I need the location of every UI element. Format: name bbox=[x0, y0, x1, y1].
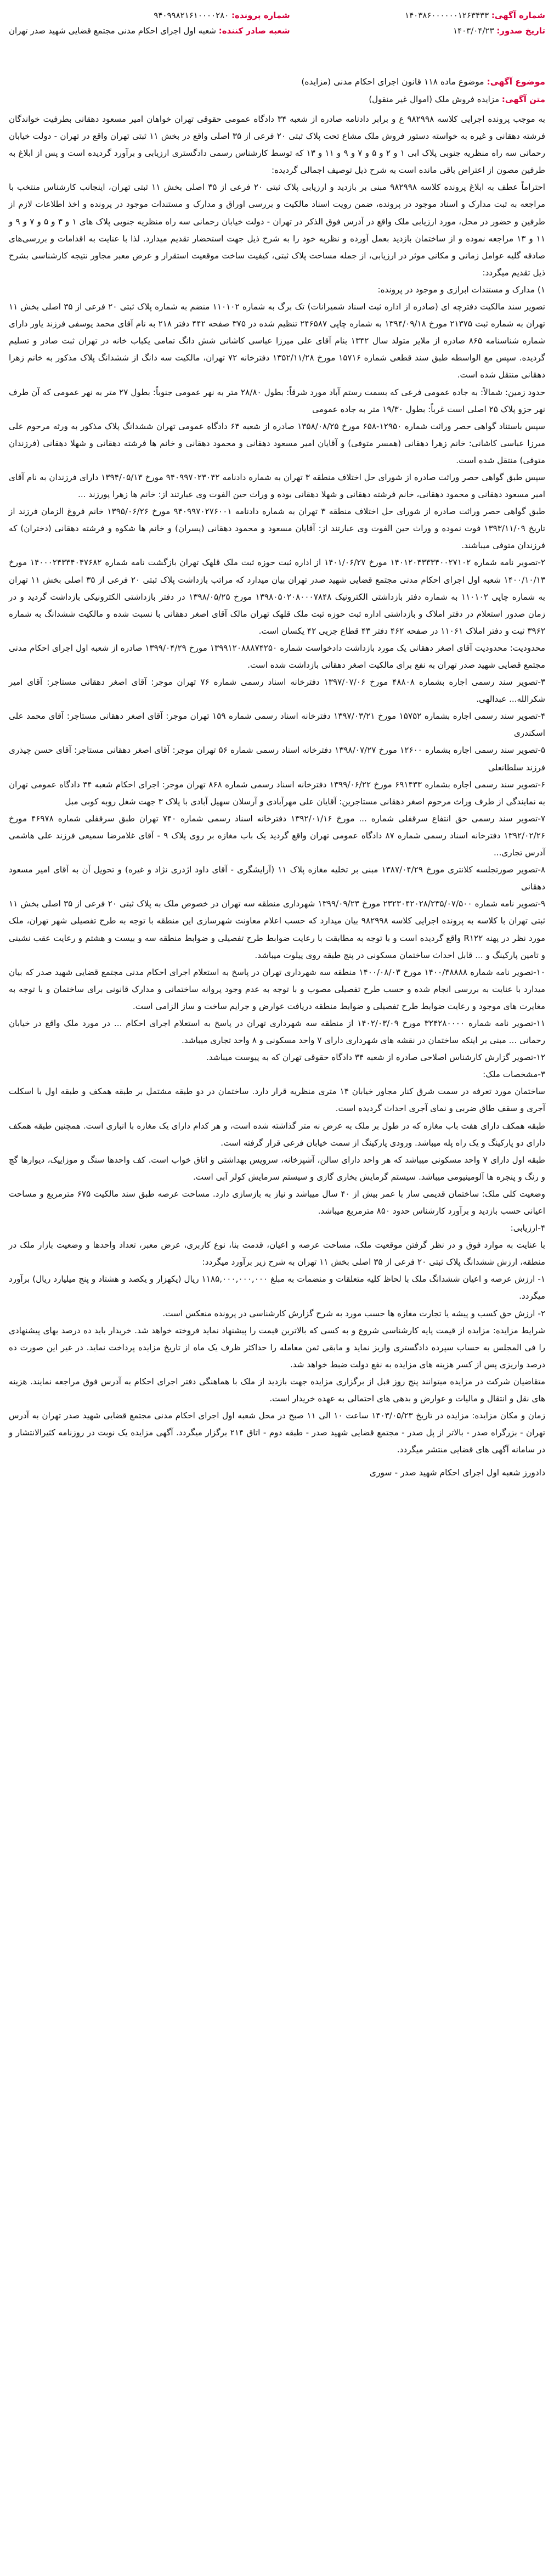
issue-date-row bbox=[405, 23, 545, 38]
body-paragraph: متقاضیان شرکت در مزایده میتوانند پنج روز قبل از برگزاری مزایده جهت بازدید از ملک با هماهنگی دفتر اجرای احکام به آدرس فوق مراجعه نمایند. هزینه های نقل و انتقال و مالیات و عوارض و بدهی های احتمالی به عهده خریدار است. bbox=[9, 1376, 545, 1404]
subject-label: موضوع آگهی: bbox=[487, 77, 545, 87]
body-paragraph: ۱۱-تصویر نامه شماره ۳۲۴۲۸۰۰۰۰ مورخ ۱۴۰۲/۰۳/۰۹ از منطقه سه شهرداری تهران در پاسخ به استعلام اجرای احکام ... در مورد ملک واقع در خیابان رحمانی ... مبنی بر اینکه ساختمان در نقشه های شهرداری دارای ۷ واحد مسکونی و ۸ واحد تجاری میباشد. bbox=[9, 1018, 545, 1046]
body-paragraph: احتراماً عطف به ابلاغ پرونده کلاسه ۹۸۲۹۹۸ مبنی بر بازدید و ارزیابی پلاک ثبتی ۲۰ فرعی از ۳۵ اصلی بخش ۱۱ ثبتی تهران، اینجانب کارشناس منتخب با مراجعه به ثبت مدارک و اسناد موجود در پرونده، ضمن رویت اسناد مالکیت و بررسی اوراق و مدارک و مستندات موجود در پرونده و اخذ اطلاعات لازم از طرفین و حضور در محل، مورد ارزیابی ملک واقع در آدرس فوق الذکر در تهران - دولت خیابان رحمانی سه راه منظریه جنوبی پلاک های ۱ و ۳ و ۵ و ۷ و ۹ و ۱۱ و ۱۳ مراجعه نموده و از ساختمان بازدید بعمل آورده و نظریه خود را به شرح ذیل جهت استحضار تقدیم میدارد. لذا با عنایت به اقدامات و بررسی‌های صادقه گلیه عوامل زمانی و مکانی موثر در ارزیابی، از جمله مساحت پلاک ثبتی، کیفیت ساخت موقعیت استقرار و عرض معبر مجاور نتیجه کارشناسی بشرح ذیل تقدیم میگردد: bbox=[9, 182, 546, 278]
signature: دادورز شعبه اول اجرای احکام شهید صدر - سوری bbox=[369, 1468, 545, 1478]
body-paragraph: ۹-تصویر نامه شماره ۲۳۲۳۰۴۲۰۲۸/۲۳۵/۰۷/۵۰۰ مورخ ۱۳۹۹/۰۹/۲۳ شهرداری منطقه سه تهران در خصوص ملک به پلاک ثبتی ۲۰ فرعی از ۳۵ اصلی بخش ۱۱ ثبتی تهران با کلاسه به پرونده اجرایی کلاسه ۹۸۲۹۹۸ بیان میدارد که حسب اعلام معاونت شهرسازی این منطقه با توجه به طرح تفصیلی شهر تهران، ملک مورد نظر در پهنه R۱۲۲ واقع گردیده است و با توجه به مطابقت با رعایت ضوابط طرح تفصیلی و ضوابط منطقه سه و بیست و هشتم و رعایت عقب نشینی و تامین پارکینگ و ... قابل احداث ساختمان مسکونی در پنج طبقه روی پیلوت میباشد. bbox=[9, 899, 546, 960]
body-paragraph: ۳-تصویر سند رسمی اجاره بشماره ۴۸۸۰۸ مورخ ۱۳۹۷/۰۷/۰۶ دفترخانه اسناد رسمی شماره ۷۶ تهران موجر: آقای اصغر دهقانی مستاجر: آقای امیر شکرالله... عبدالهی. bbox=[9, 677, 546, 704]
body-paragraph: ۱۰-تصویر نامه شماره ۱۴۰۰/۳۸۸۸۸ مورخ ۱۴۰۰/۰۸/۰۳ منطقه سه شهرداری تهران در پاسخ به استعلام اجرای احکام مدنی مجتمع قضایی شهید صدر که بیان میدارد با عنایت به بررسی انجام شده و حسب طرح تفصیلی مصوب و با توجه به عدم وجود پروانه ساختمانی و مدارک قانونی برای ساختمان و با توجه به مغایرت های موجود و رعایت ضوابط طرح تفصیلی و ضوابط منطقه دریافت عوارض و جرایم ساخت و ساز الزامی است. bbox=[9, 967, 545, 1011]
notice-header bbox=[9, 8, 545, 72]
notice-meta-left bbox=[9, 8, 290, 38]
body-paragraph: ۸-تصویر صورتجلسه کلانتری مورخ ۱۳۸۷/۰۴/۲۹ مبنی بر تخلیه مغازه پلاک ۱۱ (آرایشگری - آقای داود اژدری نژاد و غیره) و تحویل آن به آقای امیر مسعود دهقانی bbox=[9, 865, 545, 892]
body-paragraph: ۷-تصویر سند رسمی حق انتفاع سرقفلی شماره ... مورخ ۱۳۹۲/۰۱/۱۶ دفترخانه اسناد رسمی شماره ۷۴۰ تهران طبق سرقفلی شماره ۴۶۹۷۸ مورخ ۱۳۹۲/۰۲/۲۶ دفترخانه اسناد رسمی شماره ۸۷ دادگاه عمومی تهران واقع گردید یک باب مغازه بر روی پلاک ۹ - آقای غلامرضا سمیعی فرزند علی هاشمی آدرس تجاری... bbox=[9, 813, 546, 858]
tracking-number-row bbox=[405, 8, 545, 23]
issuer-value: شعبه اول اجرای احکام مدنی مجتمع قضایی شهید صدر تهران bbox=[9, 26, 216, 36]
body-paragraph: ۱- ارزش عرصه و اعیان ششدانگ ملک با لحاظ کلیه متعلقات و منضمات به مبلغ ۱۱۸۵,۰۰۰,۰۰۰,۰۰۰ ریال (یکهزار و یکصد و هشتاد و پنج میلیارد ریال) برآورد میگردد. bbox=[9, 1274, 545, 1301]
body-paragraph: طبقه اول دارای ۷ واحد مسکونی میباشد که هر واحد دارای سالن، آشپزخانه، سرویس بهداشتی و اتاق خواب است. کف واحدها سنگ و موزاییک، دیوارها گچ و رنگ و پنجره ها آلومینیومی میباشد. سیستم گرمایش بخاری گازی و سیستم سرمایش کولر آبی است. bbox=[9, 1154, 545, 1182]
notice-title bbox=[9, 91, 545, 108]
body-paragraph: ۴-ارزیابی: bbox=[510, 1223, 545, 1233]
body-paragraph: ۴-تصویر سند رسمی اجاره بشماره ۱۵۷۵۲ مورخ ۱۳۹۷/۰۳/۲۱ دفترخانه اسناد رسمی شماره ۱۵۹ تهران موجر: آقای اصغر دهقانی مستاجر: آقای محمد علی اسکندری bbox=[9, 711, 546, 739]
subject-value: موضوع ماده ۱۱۸ قانون اجرای احکام مدنی (مزایده) bbox=[301, 77, 484, 87]
body-paragraph: ۲- ارزش حق کسب و پیشه یا تجارت مغازه ها حسب مورد به شرح گزارش کارشناسی در پرونده منعکس است. bbox=[162, 1308, 545, 1318]
issuer-label: شعبه صادر کننده: bbox=[218, 26, 290, 36]
file-number-value: ۹۴۰۹۹۸۲۱۶۱۰۰۰۰۲۸۰ bbox=[154, 10, 229, 20]
notice-label: متن آگهی: bbox=[501, 94, 545, 104]
body-paragraph: محدودیت: محدودیت آقای اصغر دهقانی یک مورد بازداشت دادخواست شماره ۱۳۹۹۱۲۰۸۸۸۷۴۲۵۰ مورخ ۱۳۹۹/۰۴/۲۹ صادره از شعبه اول اجرای احکام مدنی مجتمع قضایی شهید صدر تهران به نفع برای مالکیت اصغر دهقانی بازداشت شده است. bbox=[9, 642, 546, 670]
notice-value: مزایده فروش ملک (اموال غیر منقول) bbox=[369, 94, 500, 104]
body-paragraph: به موجب پرونده اجرایی کلاسه ۹۸۲۹۹۸ ع و برابر دادنامه صادره از شعبه ۳۴ دادگاه عمومی حقوقی تهران خواهان امیر مسعود دهقانی بطرفیت خواندگان فرشته دهقانی و غیره به خواسته دستور فروش ملک مشاع تحت پلاک ثبتی ۲۰ فرعی از ۳۵ اصلی واقع در بخش ۱۱ ثبتی تهران واقع در تهران - دولت خیابان رحمانی سه راه منظریه جنوبی پلاک ابی ۱ و ۲ و ۵ و ۷ و ۹ و ۱۱ و ۱۳ که توسط کارشناس رسمی دادگستری ارزیابی و برآورد گردیده است و پس از ابلاغ به طرفین مصون از اعتراض باقی مانده است به شرح ذیل توصیف اجمالی گردیده: bbox=[9, 114, 546, 176]
file-number-row bbox=[9, 8, 290, 23]
body-paragraph: سپس باستناد گواهی حصر وراثت شماره ۱۲۹۵۰-۶۵۸ مورخ ۱۳۵۸/۰۸/۲۵ صادره از شعبه ۶۴ دادگاه عمومی تهران ششدانگ پلاک مذکور به ورثه مرحوم علی میرزا عباسی کاشانی: خانم زهرا دهقانی (همسر متوفی) و آقایان امیر مسعود دهقانی و محمود دهقانی و خانم ها فرشته دهقانی و شهلا دهقانی (فرزندان متوفی) منتقل شده است. bbox=[9, 421, 545, 465]
body-paragraph: وضعیت کلی ملک: ساختمان قدیمی ساز با عمر بیش از ۴۰ سال میباشد و نیاز به بازسازی دارد. مساحت عرصه طبق سند مالکیت ۶۷۵ مترمربع و مساحت اعیانی حسب بازدید و برآورد کارشناس حدود ۸۵۰ مترمربع میباشد. bbox=[9, 1188, 546, 1216]
notice-subject bbox=[9, 74, 545, 90]
body-paragraph: طبق گواهی حصر وراثت صادره از شورای حل اختلاف منطقه ۳ تهران به شماره دادنامه ۹۴۰۹۹۷۰۲۷۶۰۰۱ مورخ ۱۳۹۵/۰۶/۲۶ خانم فروغ الزمان فرزند از تاریخ ۱۳۹۳/۱۱/۰۹ فوت نموده و وراث حین الفوت وی عبارتند از: آقایان مسعود و محمود دهقانی (پسران) و خانم ها شکوه و فرشته دهقانی (دختران) که فرزندان متوفی میباشند. bbox=[9, 506, 546, 551]
body-paragraph: با عنایت به موارد فوق و در نظر گرفتن موقعیت ملک، مساحت عرصه و اعیان، قدمت بنا، نوع کاربری، عرض معبر، تعداد واحدها و وضعیت بازار ملک در منطقه، ارزش ششدانگ پلاک ثبتی ۲۰ فرعی از ۳۵ اصلی بخش ۱۱ تهران به شرح زیر برآورد میگردد: bbox=[9, 1240, 545, 1267]
tracking-number-label: شماره آگهی: bbox=[491, 10, 545, 20]
body-paragraph: سپس طبق گواهی حصر وراثت صادره از شورای حل اختلاف منطقه ۳ تهران به شماره دادنامه ۹۴۰۹۹۷۰۲۳۰۴۲ مورخ ۱۳۹۴/۰۵/۱۳ دارای فرزندان به نام آقای امیر مسعود دهقانی و محمود دهقانی، خانم فرشته دهقانی و شهلا دهقانی بوده و وراث حین الفوت وی عبارتند از: خانم ها زهرا پورزند ... bbox=[9, 472, 546, 500]
body-paragraph: ۱۲-تصویر گزارش کارشناس اصلاحی صادره از شعبه ۳۴ دادگاه حقوقی تهران که به پیوست میباشد. bbox=[206, 1052, 545, 1063]
notice-meta-right bbox=[405, 8, 545, 38]
body-paragraph: ۶-تصویر سند رسمی اجاره بشماره ۶۹۱۴۳۳ مورخ ۱۳۹۹/۰۶/۲۲ دفترخانه اسناد رسمی شماره ۸۶۸ تهران موجر: اجرای احکام شعبه ۳۴ دادگاه عمومی تهران به نمایندگی از طرف وراث مرحوم اصغر دهقانی مستاجرین: آقایان علی مهرآبادی و آرسلان سهیل آبادی با پلاک ۳ جهت شغل روبه کوبی مبل bbox=[9, 779, 546, 807]
file-number-label: شماره پرونده: bbox=[231, 10, 290, 20]
notice-body bbox=[9, 111, 545, 1458]
tracking-number-value: ۱۴۰۳۸۶۰۰۰۰۰۰۱۲۶۳۴۳۳ bbox=[405, 10, 489, 20]
body-paragraph: تصویر سند مالکیت دفترچه ای (صادره از اداره ثبت اسناد شمیرانات) تک برگ به شماره ۱۱۰۱۰۲ منضم به شماره پلاک ثبتی ۲۰ فرعی از ۳۵ اصلی بخش ۱۱ تهران به شماره ثبت ۲۱۳۷۵ مورخ ۱۳۹۴/۰۹/۱۸ به شماره چاپی ۲۴۶۵۸۷ تنظیم شده در ۳۷۵ صفحه ۴۴۲ دفتر ۲۱۸ به نام آقای محمد یوسفی فرزند یاور دارای شماره شناسنامه ۸۶۵ صادره از ملایر متولد سال ۱۳۴۲ بنام آقای علی میرزا عباسی کاشانی شش دانگ تمامی یکباب خانه در تهران ثبت صادر و تسلیم گردیده. سپس مع الواسطه طبق سند قطعی شماره ۱۵۷۱۶ مورخ ۱۳۵۲/۱۱/۲۸ دفترخانه ۷۲ تهران، مالکیت سه دانگ از ششدانگ پلاک مذکور به خانم زهرا دهقانی منتقل شده است. bbox=[9, 302, 546, 380]
body-paragraph: زمان و مکان مزایده: مزایده در تاریخ ۱۴۰۳/۰۵/۲۳ ساعت ۱۰ الی ۱۱ صبح در محل شعبه اول اجرای احکام مدنی مجتمع قضایی شهید صدر تهران به آدرس تهران - بزرگراه صدر - بالاتر از پل صدر - مجتمع قضایی شهید صدر - طبقه دوم - اتاق ۲۱۴ برگزار میگردد. آگهی مزایده یک نوبت در روزنامه کثیرالانتشار و در سامانه آگهی های قضایی منتشر میگردد. bbox=[9, 1411, 546, 1455]
issuer-row bbox=[9, 23, 290, 38]
body-paragraph: طبقه همکف دارای هفت باب مغازه که در طول بر ملک به عرض نه متر گذاشته شده است، و هر کدام دارای یک مغازه با انباری است. همچنین طبقه همکف دارای دو پارکینگ و یک راه پله میباشد. ورودی پارکینگ از سمت خیابان فرعی قرار گرفته است. bbox=[9, 1120, 545, 1148]
body-paragraph: ۲-تصویر نامه شماره ۱۴۰۱۲۰۴۳۳۳۴۰۰۲۷۱۰۲ مورخ ۱۴۰۱/۰۶/۲۷ از اداره ثبت حوزه ثبت ملک قلهک تهران بازگشت نامه شماره ۱۴۰۰۰۲۴۳۳۴۰۴۷۶۸۲ مورخ ۱۴۰۰/۱۰/۱۳ شعبه اول اجرای احکام مدنی مجتمع قضایی شهید صدر تهران بیان میدارد که مراتب بازداشت پلاک ثبتی ۲۰ فرعی از ۳۵ اصلی بخش ۱۱ تهران به شماره چاپی ۱۱۰۱۰۲ به شماره دفتر بازداشتی الکترونیک ۱۳۹۸۰۵۰۲۰۸۰۰۰۷۸۴۸ مورخ ۱۳۹۸/۰۵/۲۵ در دفتر بازداشتی الکترونیکی بازداشت گردید و در زمان صدور استعلام در دفتر املاک و بازداشتی اداره ثبت حوزه ثبت ملک قلهک تهران مالک آقای اصغر دهقانی با نسبت شده و مالکیت ششدانگ به شماره ۳۹۶۲ ثبت و دفتر املاک ۱۱۰۶۱ در صفحه ۴۶۲ دفتر ۴۳ قطاع جزیی ۴۲ یکسان است. bbox=[9, 557, 545, 636]
issue-date-value: ۱۴۰۳/۰۴/۲۳ bbox=[453, 26, 494, 36]
body-paragraph: ۵-تصویر سند رسمی اجاره بشماره ۱۲۶۰۰ مورخ ۱۳۹۸/۰۷/۲۷ دفترخانه اسناد رسمی شماره ۵۶ تهران موجر: آقای اصغر دهقانی مستاجر: آقای حسن چیذری فرزند سلطانعلی bbox=[9, 745, 545, 773]
body-paragraph: ۳-مشخصات ملک: bbox=[483, 1069, 545, 1080]
body-paragraph: ساختمان مورد تعرفه در سمت شرق کنار مجاور خیابان ۱۴ متری منظریه قرار دارد. ساختمان در دو طبقه مشتمل بر طبقه همکف و طبقه اول با اسکلت آجری و سقف طاق ضربی و نمای آجری احداث گردیده است. bbox=[9, 1086, 545, 1114]
issue-date-label: تاریخ صدور: bbox=[496, 26, 545, 36]
body-paragraph: شرایط مزایده: مزایده از قیمت پایه کارشناسی شروع و به کسی که بالاترین قیمت را پیشنهاد نماید فروخته خواهد شد. خریدار باید ده درصد بهای پیشنهادی را فی المجلس به حساب سپرده دادگستری واریز نماید و مابقی ثمن معامله را حداکثر ظرف یک ماه از تاریخ مزایده پرداخت نماید. در غیر این صورت ده درصد واریزی پس از کسر هزینه های مزایده به نفع دولت ضبط خواهد شد. bbox=[9, 1325, 545, 1369]
body-paragraph: حدود زمین: شمالاً: به جاده عمومی فرعی که بسمت رستم آباد مورد شرقاً: بطول ۲۸/۸۰ متر به نهر عمومی جنوباً: بطول ۲۷ متر به نهر عمومی که آن طرف نهر جزو پلاک ۲۵ اصلی است غرباً: بطول ۱۹/۳۰ متر به جاده عمومی bbox=[9, 387, 545, 414]
body-paragraph: ۱) مدارک و مستندات ابرازی و موجود در پرونده: bbox=[377, 284, 545, 295]
